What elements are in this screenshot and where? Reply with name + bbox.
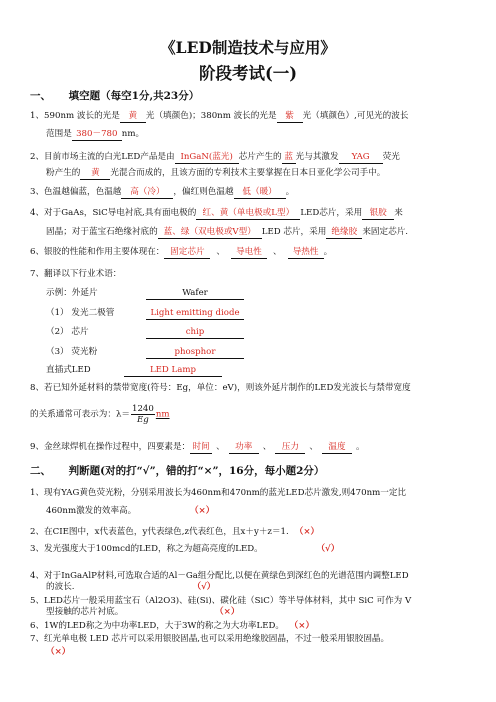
judgment-7-mark: （×） (46, 647, 71, 657)
answer-q2-2: 蓝 (284, 152, 293, 162)
answer-q1-3: 380－780 (76, 129, 118, 139)
judgment-2: 2、在CIE图中，x代表蓝色，y代表绿色,z代表红色，且x＋y＋z＝1. （×） (30, 527, 320, 537)
answer-q2-3: YAG (351, 152, 370, 162)
q7-item1-value: Light emitting diode (146, 308, 244, 320)
answer-q6-3: 导热性 (292, 247, 319, 257)
judgment-7-line1: 7、红光单电极 LED 芯片可以采用银胶固晶,也可以采用绝缘胶固晶，不过一般采用银胶固晶。 (30, 634, 390, 644)
q7-item4-value-wrap (124, 364, 222, 377)
judgment-4-mark: （√） (192, 582, 216, 592)
question-6: 6、银胶的性能和作用主要体现在： 固定芯片 、 导电性 、 导热性 。 (30, 247, 333, 257)
formula-fraction (131, 404, 155, 425)
exam-title: 《LED制造技术与应用》 (160, 38, 336, 57)
question-4-line1: 4、对于GaAs，SiC导电衬底,具有面电极的 红、黄（单电极或L型） LED芯片，采用 银胶 来 (30, 208, 403, 218)
judgment-6: 6、1W的LED称之为中功率LED，大于3W的称之为大功率LED。 （×） (30, 621, 315, 631)
judgment-7-line2 (46, 646, 70, 658)
section1-title: 填空题（每空1分,共23分） (68, 90, 200, 102)
answer-q9-2: 功率 (235, 442, 253, 452)
answer-q2-4: 黄 (91, 168, 100, 178)
judgment-3: 3、发光强度大于100mcd的LED，称之为超高亮度的LED。 （√） (30, 544, 340, 554)
judgment-5-mark: （×） (219, 607, 240, 617)
question-8-line2: 的关系通常可表示为：λ＝ $\frac{1240}{Eg}$ nm (30, 404, 170, 425)
question-8-line1: 8、若已知外延材料的禁带宽度(符号：Eg，单位：eV)，则该外延片制作的LED发光波长与禁带宽度 (30, 383, 411, 393)
q7-item1-value-wrap (146, 307, 244, 320)
q7-example-value: Wafer (146, 288, 244, 300)
section2-number: 二、 (30, 465, 51, 477)
answer-q3-2: 低（暖） (242, 187, 277, 197)
q7-item1-label: （1） 发光二极管 (46, 308, 115, 318)
answer-q9-4: 温度 (328, 442, 346, 452)
q7-item4-label: 直插式LED (46, 365, 91, 375)
answer-q9-1: 时间 (192, 442, 210, 452)
section1-heading (30, 88, 199, 103)
answer-q1-1: 黄 (128, 111, 138, 121)
judgment-2-mark: （×） (294, 527, 320, 537)
q7-item3-value-wrap (146, 346, 244, 359)
question-2-line2: 粉产生的 黄 光混合而成的，且该方面的专利技术主要掌握在日本日亚化学公司手中。 (46, 168, 386, 178)
q7-item4-value: LED Lamp (124, 365, 222, 377)
answer-q4-2: 银胶 (369, 208, 387, 218)
judgment-4-line2: 的波长. （√） (46, 582, 216, 592)
question-3: 3、色温越偏蓝，色温越 高（冷） ，偏红则色温越 低（暖） 。 (30, 187, 295, 197)
q7-item3-value: phosphor (146, 347, 244, 359)
answer-q4-1: 红、黄（单电极或L型） (202, 208, 295, 218)
q7-item2-label: （2） 芯片 (46, 327, 89, 337)
answer-q6-1: 固定芯片 (170, 247, 205, 257)
exam-subtitle: 阶段考试(一) (198, 64, 298, 83)
q7-example-value-wrap (146, 287, 244, 300)
judgment-1-mark: （×） (194, 506, 215, 516)
question-4-line2: 固晶；对于蓝宝石绝缘衬底的 蓝、绿（双电极或V型） LED 芯片，采用 绝缘胶 来固定芯片. (46, 227, 409, 237)
judgment-5-line2: 型接触的芯片衬底。 （×） (46, 607, 240, 617)
judgment-1-line1: 1、现有YAG黄色荧光粉，分别采用波长为460nm和470nm的蓝光LED芯片激发,则470nm一定比 (30, 488, 407, 498)
question-1-line2: 范围是 380－780 nm。 (46, 129, 145, 139)
answer-q4-4: 绝缘胶 (331, 227, 358, 237)
answer-q4-3: 蓝、绿（双电极或V型） (163, 227, 256, 237)
question-1-line1: 1、590nm 波长的光是 黄 光（填颜色)；380nm 波长的光是 紫 光（填颜色）,可见光的波长 (30, 111, 409, 121)
judgment-5-line1: 5、LED芯片一般采用蓝宝石（Al2O3)、硅(Si)、碳化硅（SiC）等半导体材料，其中 SiC 可作为 V (30, 596, 412, 606)
question-7-intro: 7、翻译以下行业术语： (30, 269, 122, 279)
question-9: 9、金丝球焊机在操作过程中，四要素是： 时间 、 功率 、 压力 、 温度 。 (30, 442, 365, 452)
answer-q1-2: 紫 (285, 111, 294, 121)
formula-unit: nm (155, 409, 170, 420)
formula-numerator: 1240 (131, 404, 154, 414)
section2-title: 判断题(对的打“√”，错的打“×”，16分，每小题2分） (68, 465, 325, 477)
judgment-6-mark: （×） (293, 621, 315, 631)
answer-q2-1: InGaN(蓝光) (180, 152, 233, 162)
judgment-3-mark: （√） (320, 544, 340, 554)
answer-q6-2: 导电性 (236, 247, 262, 257)
q7-example-label: 示例：外延片 (46, 288, 98, 298)
q7-item2-value: chip (146, 327, 244, 339)
section1-number: 一、 (30, 90, 51, 102)
answer-q9-3: 压力 (281, 442, 299, 452)
judgment-4-line1: 4、对于InGaAlP材料,可选取合适的Al－Ga组分配比,以便在黄绿色到深红色的光谱范围内调整LED (30, 571, 409, 581)
section2-heading (30, 463, 324, 478)
formula-denominator: Eg (137, 415, 149, 425)
q7-item2-value-wrap (146, 326, 244, 339)
answer-q3-1: 高（冷） (130, 187, 165, 197)
q7-item3-label: （3） 荧光粉 (46, 347, 98, 357)
question-2-line1: 2、目前市场主流的白光LED产品是由 InGaN(蓝光) 芯片产生的 蓝 光与其激发 YAG 荧光 (30, 152, 400, 162)
judgment-1-line2: 460nm激发的效率高。 （×） (46, 506, 215, 516)
